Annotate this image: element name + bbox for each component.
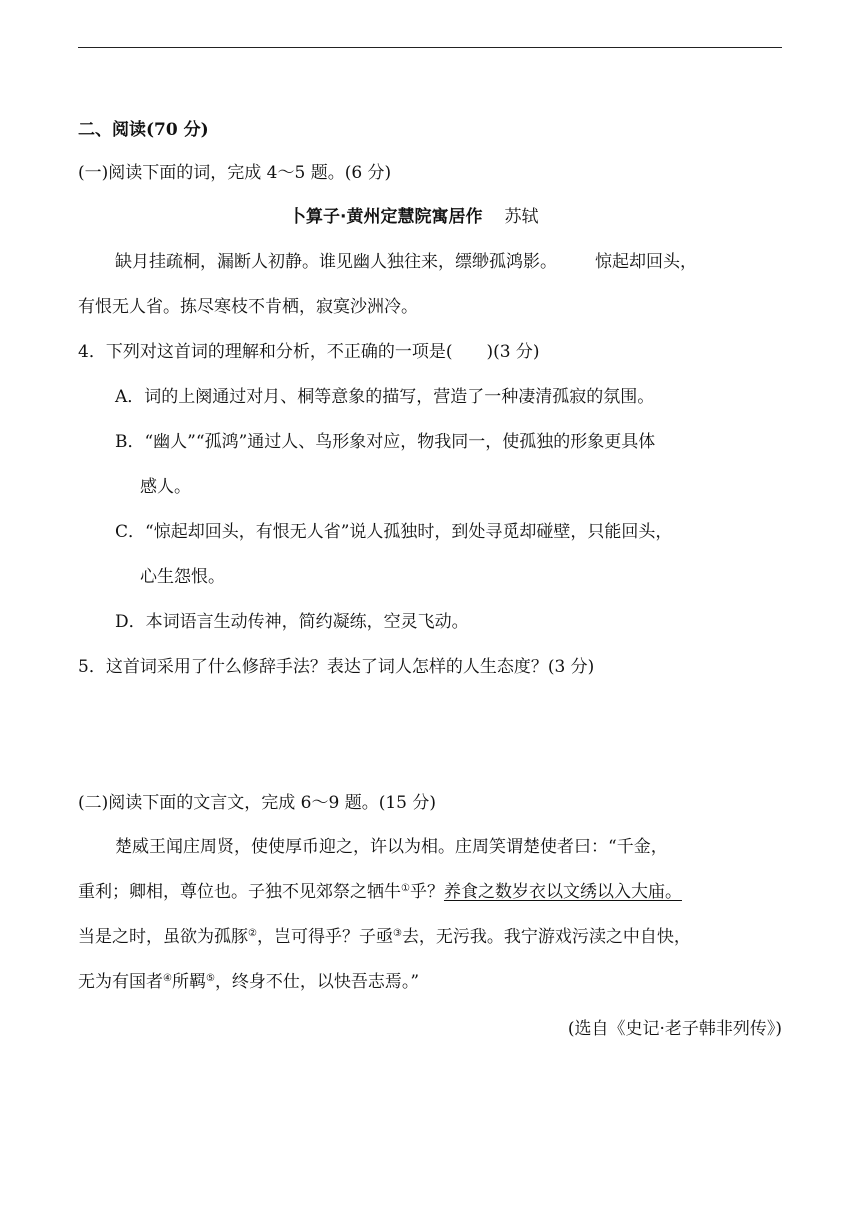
q4-option-c-line1: C．“惊起却回头，有恨无人省”说人孤独时，到处寻觅却碰壁，只能回头，	[115, 522, 673, 542]
poem-line-1a: 缺月挂疏桐，漏断人初静。谁见幽人独往来，缥缈孤鸿影。	[115, 252, 557, 272]
q4-option-b-line2: 感人。	[140, 477, 191, 497]
header-rule	[78, 47, 782, 48]
passage-text: ，终身不仕，以快吾志焉。”	[214, 972, 420, 992]
footnote-marker-5: ⑤	[205, 973, 215, 984]
passage-source: (选自《史记·老子韩非列传》)	[567, 1019, 782, 1039]
passage-text: ，岂可得乎？子亟	[256, 927, 393, 947]
passage-text: 乎？	[409, 882, 444, 902]
footnote-marker-4: ④	[163, 973, 172, 984]
passage-line-1: 楚威王闻庄周贤，使使厚币迎之，许以为相。庄周笑谓楚使者曰：“千金，	[115, 837, 668, 857]
q4-option-a: A．词的上阕通过对月、桐等意象的描写，营造了一种凄清孤寂的氛围。	[115, 387, 655, 407]
passage-line-3	[78, 926, 691, 948]
passage-text: 无为有国者	[78, 972, 163, 992]
passage-line-2	[78, 881, 682, 903]
q5-stem: 5．这首词采用了什么修辞手法？表达了词人怎样的人生态度？(3 分)	[78, 657, 595, 677]
q4-option-b-line1: B．“幽人”“孤鸿”通过人、鸟形象对应，物我同一，使孤独的形象更具体	[115, 432, 656, 452]
footnote-marker-1: ①	[401, 883, 410, 894]
poem-line-2: 有恨无人省。拣尽寒枝不肯栖，寂寞沙洲冷。	[78, 297, 418, 317]
section-heading: 二、阅读(70 分)	[78, 120, 209, 140]
q4-option-d: D．本词语言生动传神，简约凝练，空灵飞动。	[115, 612, 469, 632]
poem-line-1	[115, 251, 697, 273]
passage-text: 去，无污我。我宁游戏污渎之中自快，	[401, 927, 691, 947]
underlined-sentence: 养食之数岁衣以文绣以入大庙。	[443, 882, 682, 902]
poem-title: 卜算子·黄州定慧院寓居作	[289, 207, 483, 227]
q4-stem: 4．下列对这首词的理解和分析，不正确的一项是( )(3 分)	[78, 342, 540, 362]
poem-author: 苏轼	[504, 207, 539, 227]
poem-line-1b: 惊起却回头，	[595, 252, 697, 272]
footnote-marker-3: ③	[392, 928, 402, 939]
part2-intro: (二)阅读下面的文言文，完成 6～9 题。(15 分)	[78, 793, 437, 813]
passage-text: 所羁	[171, 972, 206, 992]
part1-intro: (一)阅读下面的词，完成 4～5 题。(6 分)	[78, 163, 392, 183]
q4-option-c-line2: 心生怨恨。	[140, 567, 225, 587]
footnote-marker-2: ②	[248, 928, 257, 939]
poem-title-line	[289, 206, 538, 228]
passage-text: 重利；卿相，尊位也。子独不见郊祭之牺牛	[78, 882, 401, 902]
passage-line-4	[78, 971, 419, 993]
passage-text: 当是之时，虽欲为孤豚	[78, 927, 248, 947]
